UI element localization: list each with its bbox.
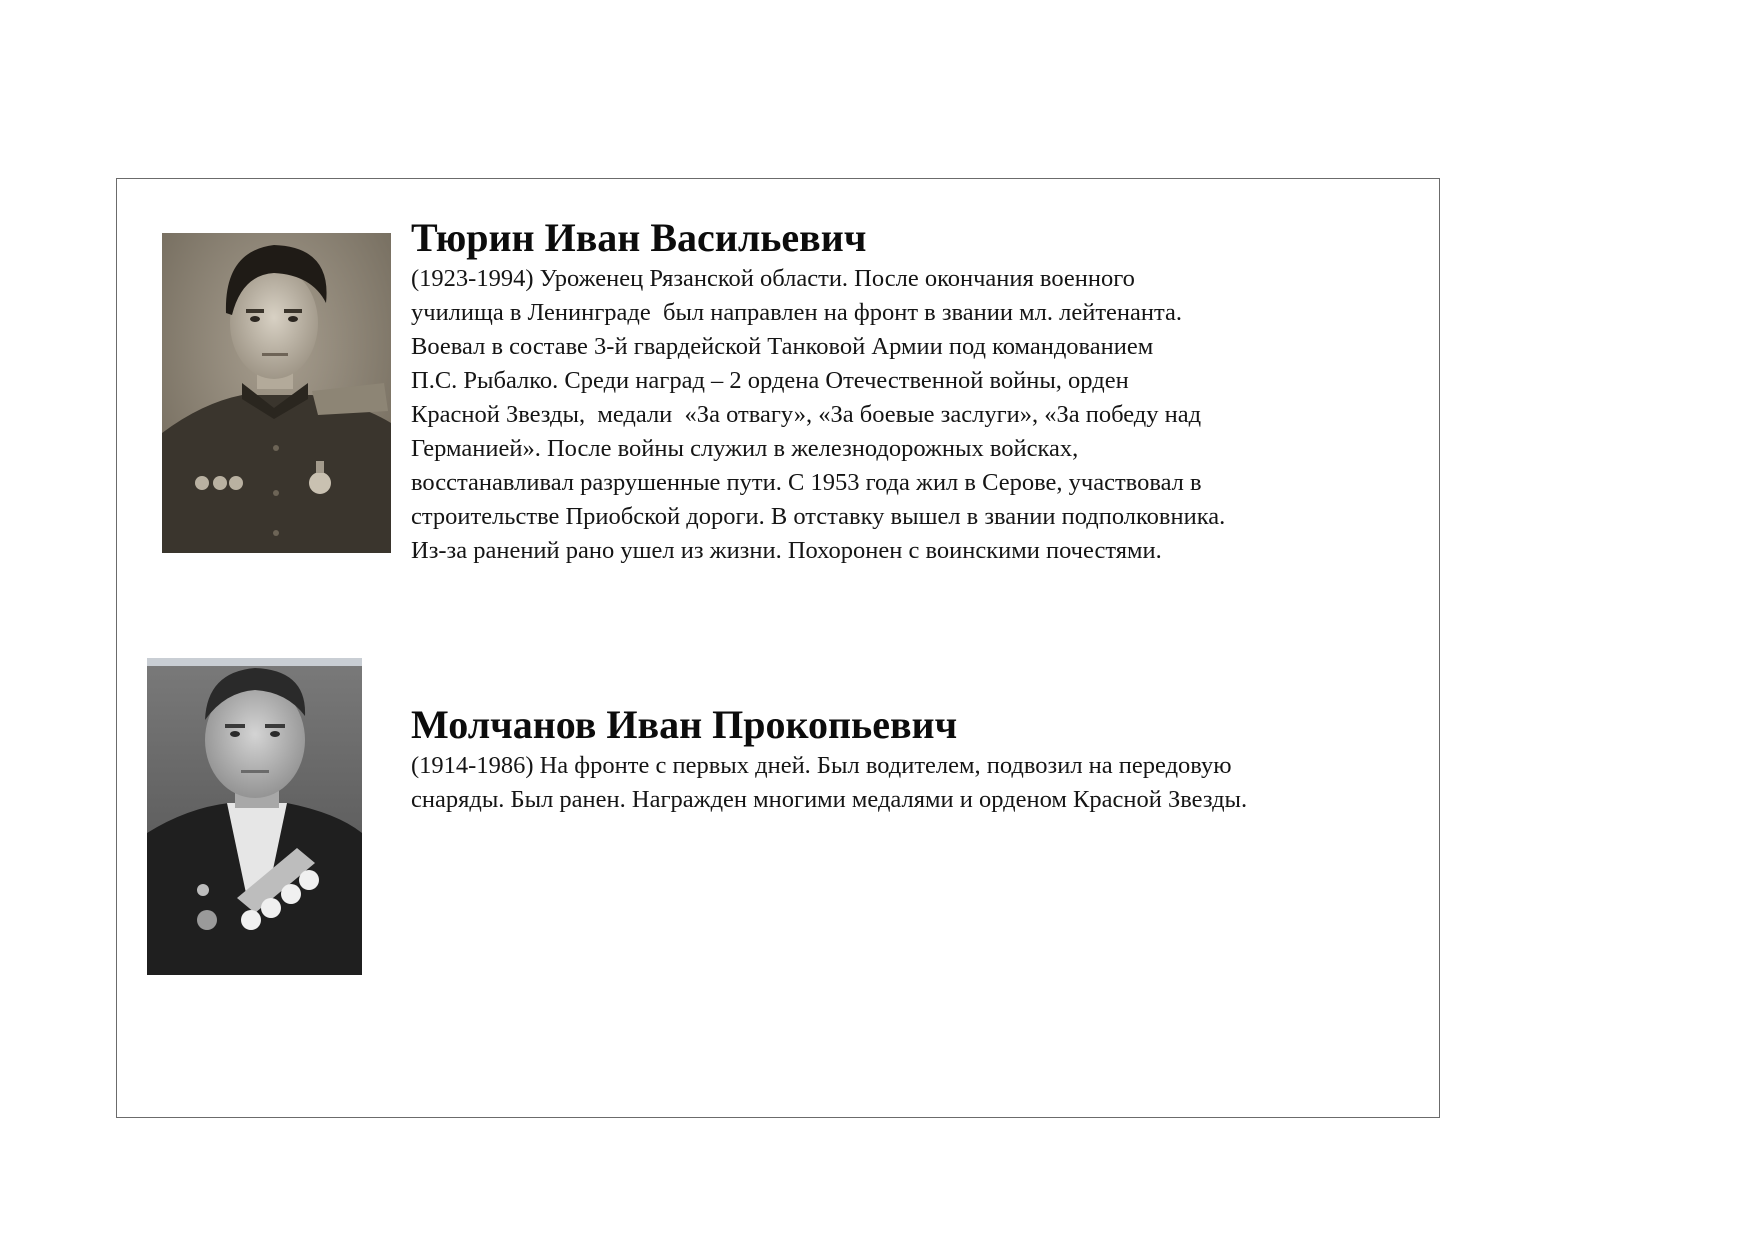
veteran-bio-molchanov (411, 749, 1247, 817)
portrait-photo-tyurin (162, 233, 391, 553)
bio-line: восстанавливал разрушенные пути. С 1953 года жил в Серове, участвовал в (411, 469, 1202, 496)
bio-line: (1923-1994) Уроженец Рязанской области. После окончания военного (411, 265, 1135, 292)
bio-line: Красной Звезды, медали «За отвагу», «За боевые заслуги», «За победу над (411, 401, 1202, 428)
bio-line: Воевал в составе 3-й гвардейской Танковой Армии под командованием (411, 333, 1154, 360)
veteran-name-tyurin: Тюрин Иван Васильевич (411, 215, 867, 260)
bio-line: снаряды. Был ранен. Награжден многими медалями и орденом Красной Звезды. (411, 786, 1248, 813)
veteran-name-molchanov: Молчанов Иван Прокопьевич (411, 702, 958, 747)
bio-line: П.С. Рыбалко. Среди наград – 2 ордена Отечественной войны, орден (411, 367, 1129, 394)
bio-line: училища в Ленинграде был направлен на фронт в звании мл. лейтенанта. (411, 299, 1183, 326)
bio-line: строительстве Приобской дороги. В отставку вышел в звании подполковника. (411, 503, 1226, 530)
bio-line: Германией». После войны служил в железнодорожных войсках, (411, 435, 1079, 462)
veteran-bio-tyurin (411, 262, 1225, 568)
portrait-photo-molchanov (147, 658, 362, 975)
bio-line: (1914-1986) На фронте с первых дней. Был водителем, подвозил на передовую (411, 752, 1232, 779)
bio-line: Из-за ранений рано ушел из жизни. Похоронен с воинскими почестями. (411, 537, 1162, 564)
